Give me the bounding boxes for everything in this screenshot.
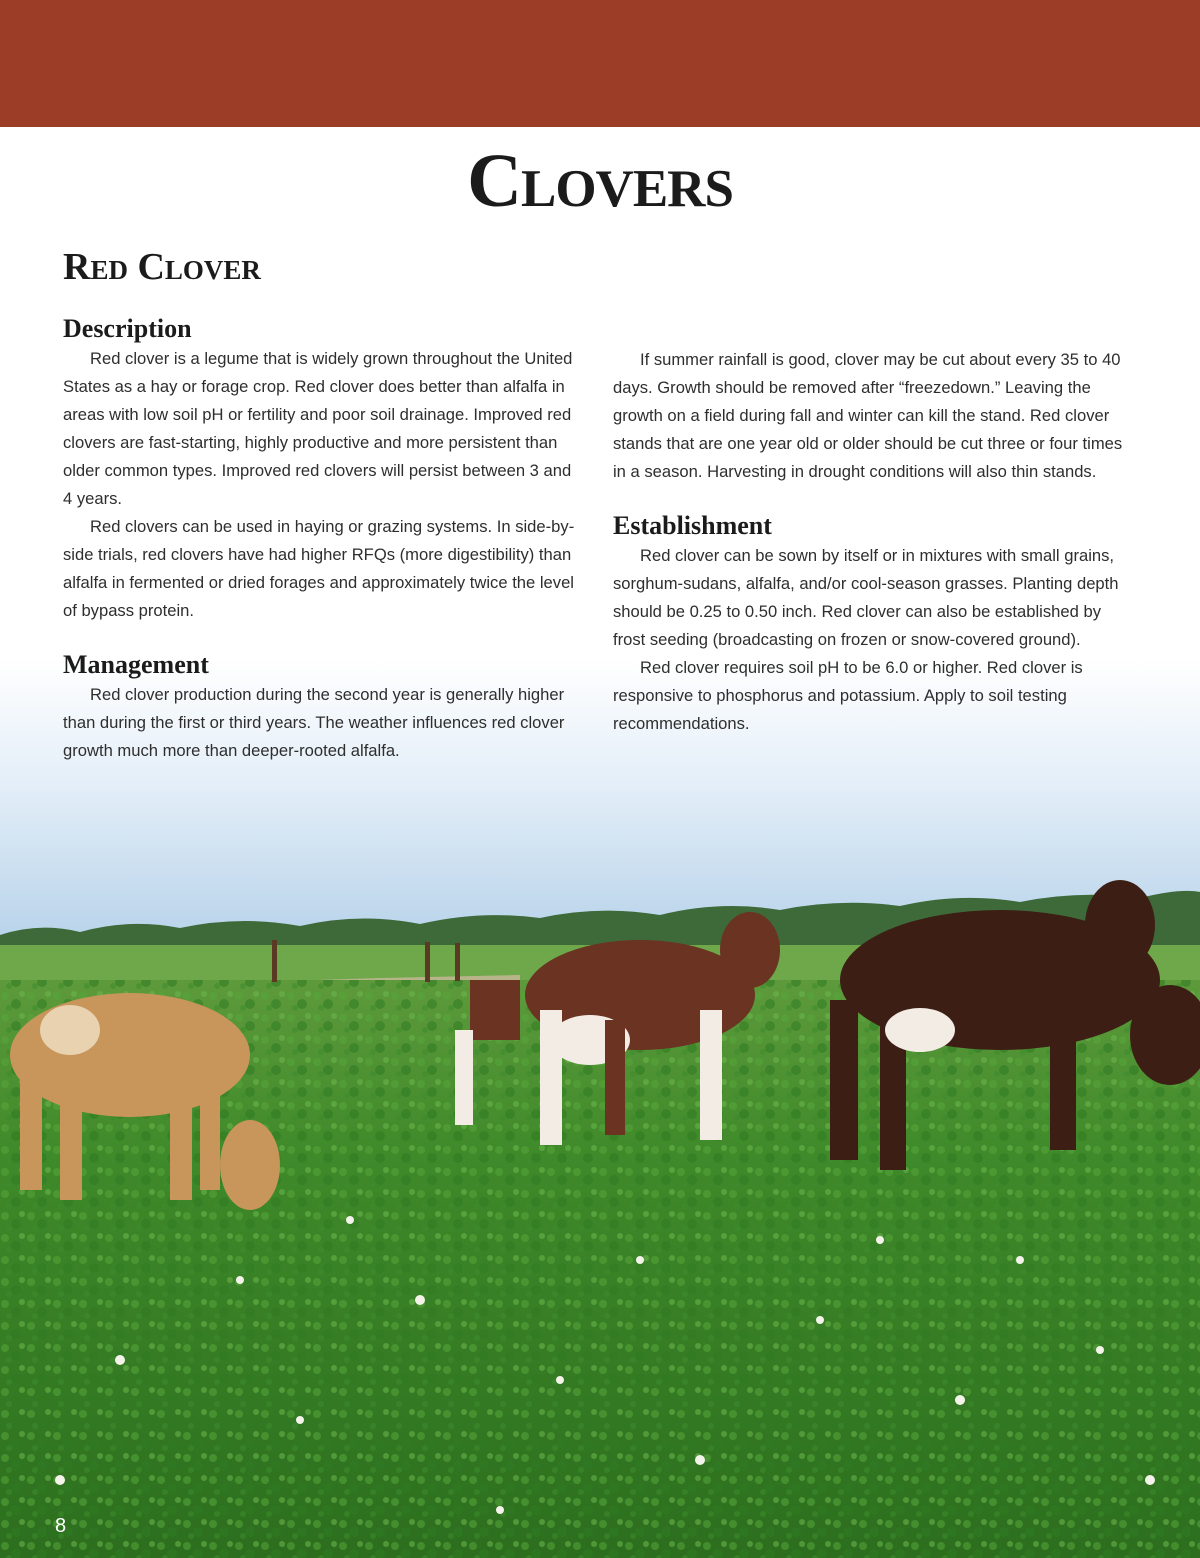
- right-column: [613, 346, 1133, 738]
- establishment-heading: Establishment: [613, 511, 772, 540]
- page-title: Clovers: [467, 139, 733, 223]
- establishment-paragraph-2: Red clover requires soil pH to be 6.0 or higher. Red clover is responsive to phosphorus and potassium. Apply to soil testing recommendations.: [613, 658, 1083, 733]
- description-paragraph-2: Red clovers can be used in haying or grazing systems. In side-by-side trials, red clovers have had higher RFQs (more digestibility) than alfalfa in fermented or dried forages and approximately twice the level of bypass protein.: [63, 517, 575, 620]
- section-title: Red Clover: [63, 246, 261, 288]
- description-heading: Description: [63, 314, 192, 343]
- description-paragraph-1: Red clover is a legume that is widely grown throughout the United States as a hay or forage crop. Red clover does better than alfalfa in areas with low soil pH or fertility and poor soil drainage. Improved red clovers are fast-starting, highly productive and more persistent than older common types. Improved red clovers will persist between 3 and 4 years.: [63, 349, 573, 508]
- top-color-band: [0, 0, 1200, 127]
- page-number: 8: [55, 1515, 67, 1537]
- management-heading: Management: [63, 650, 209, 679]
- management-paragraph-2: If summer rainfall is good, clover may be cut about every 35 to 40 days. Growth should be removed after “freezedown.” Leaving the growth on a field during fall and winter can kill the stand. Red clover stands that are one year old or older should be cut three or four times in a season. Harvesting in drought conditions will also thin stands.: [613, 350, 1123, 481]
- establishment-paragraph-1: Red clover can be sown by itself or in mixtures with small grains, sorghum-sudans, alfalfa, and/or cool-season grasses. Planting depth should be 0.25 to 0.50 inch. Red clover can also be established by frost seeding (broadcasting on frozen or snow-covered ground).: [613, 546, 1119, 649]
- pasture-calves-photo: [0, 660, 1200, 1558]
- left-column: [63, 313, 583, 765]
- management-paragraph-1: Red clover production during the second year is generally higher than during the first or third years. The weather influences red clover growth much more than deeper-rooted alfalfa.: [63, 685, 565, 760]
